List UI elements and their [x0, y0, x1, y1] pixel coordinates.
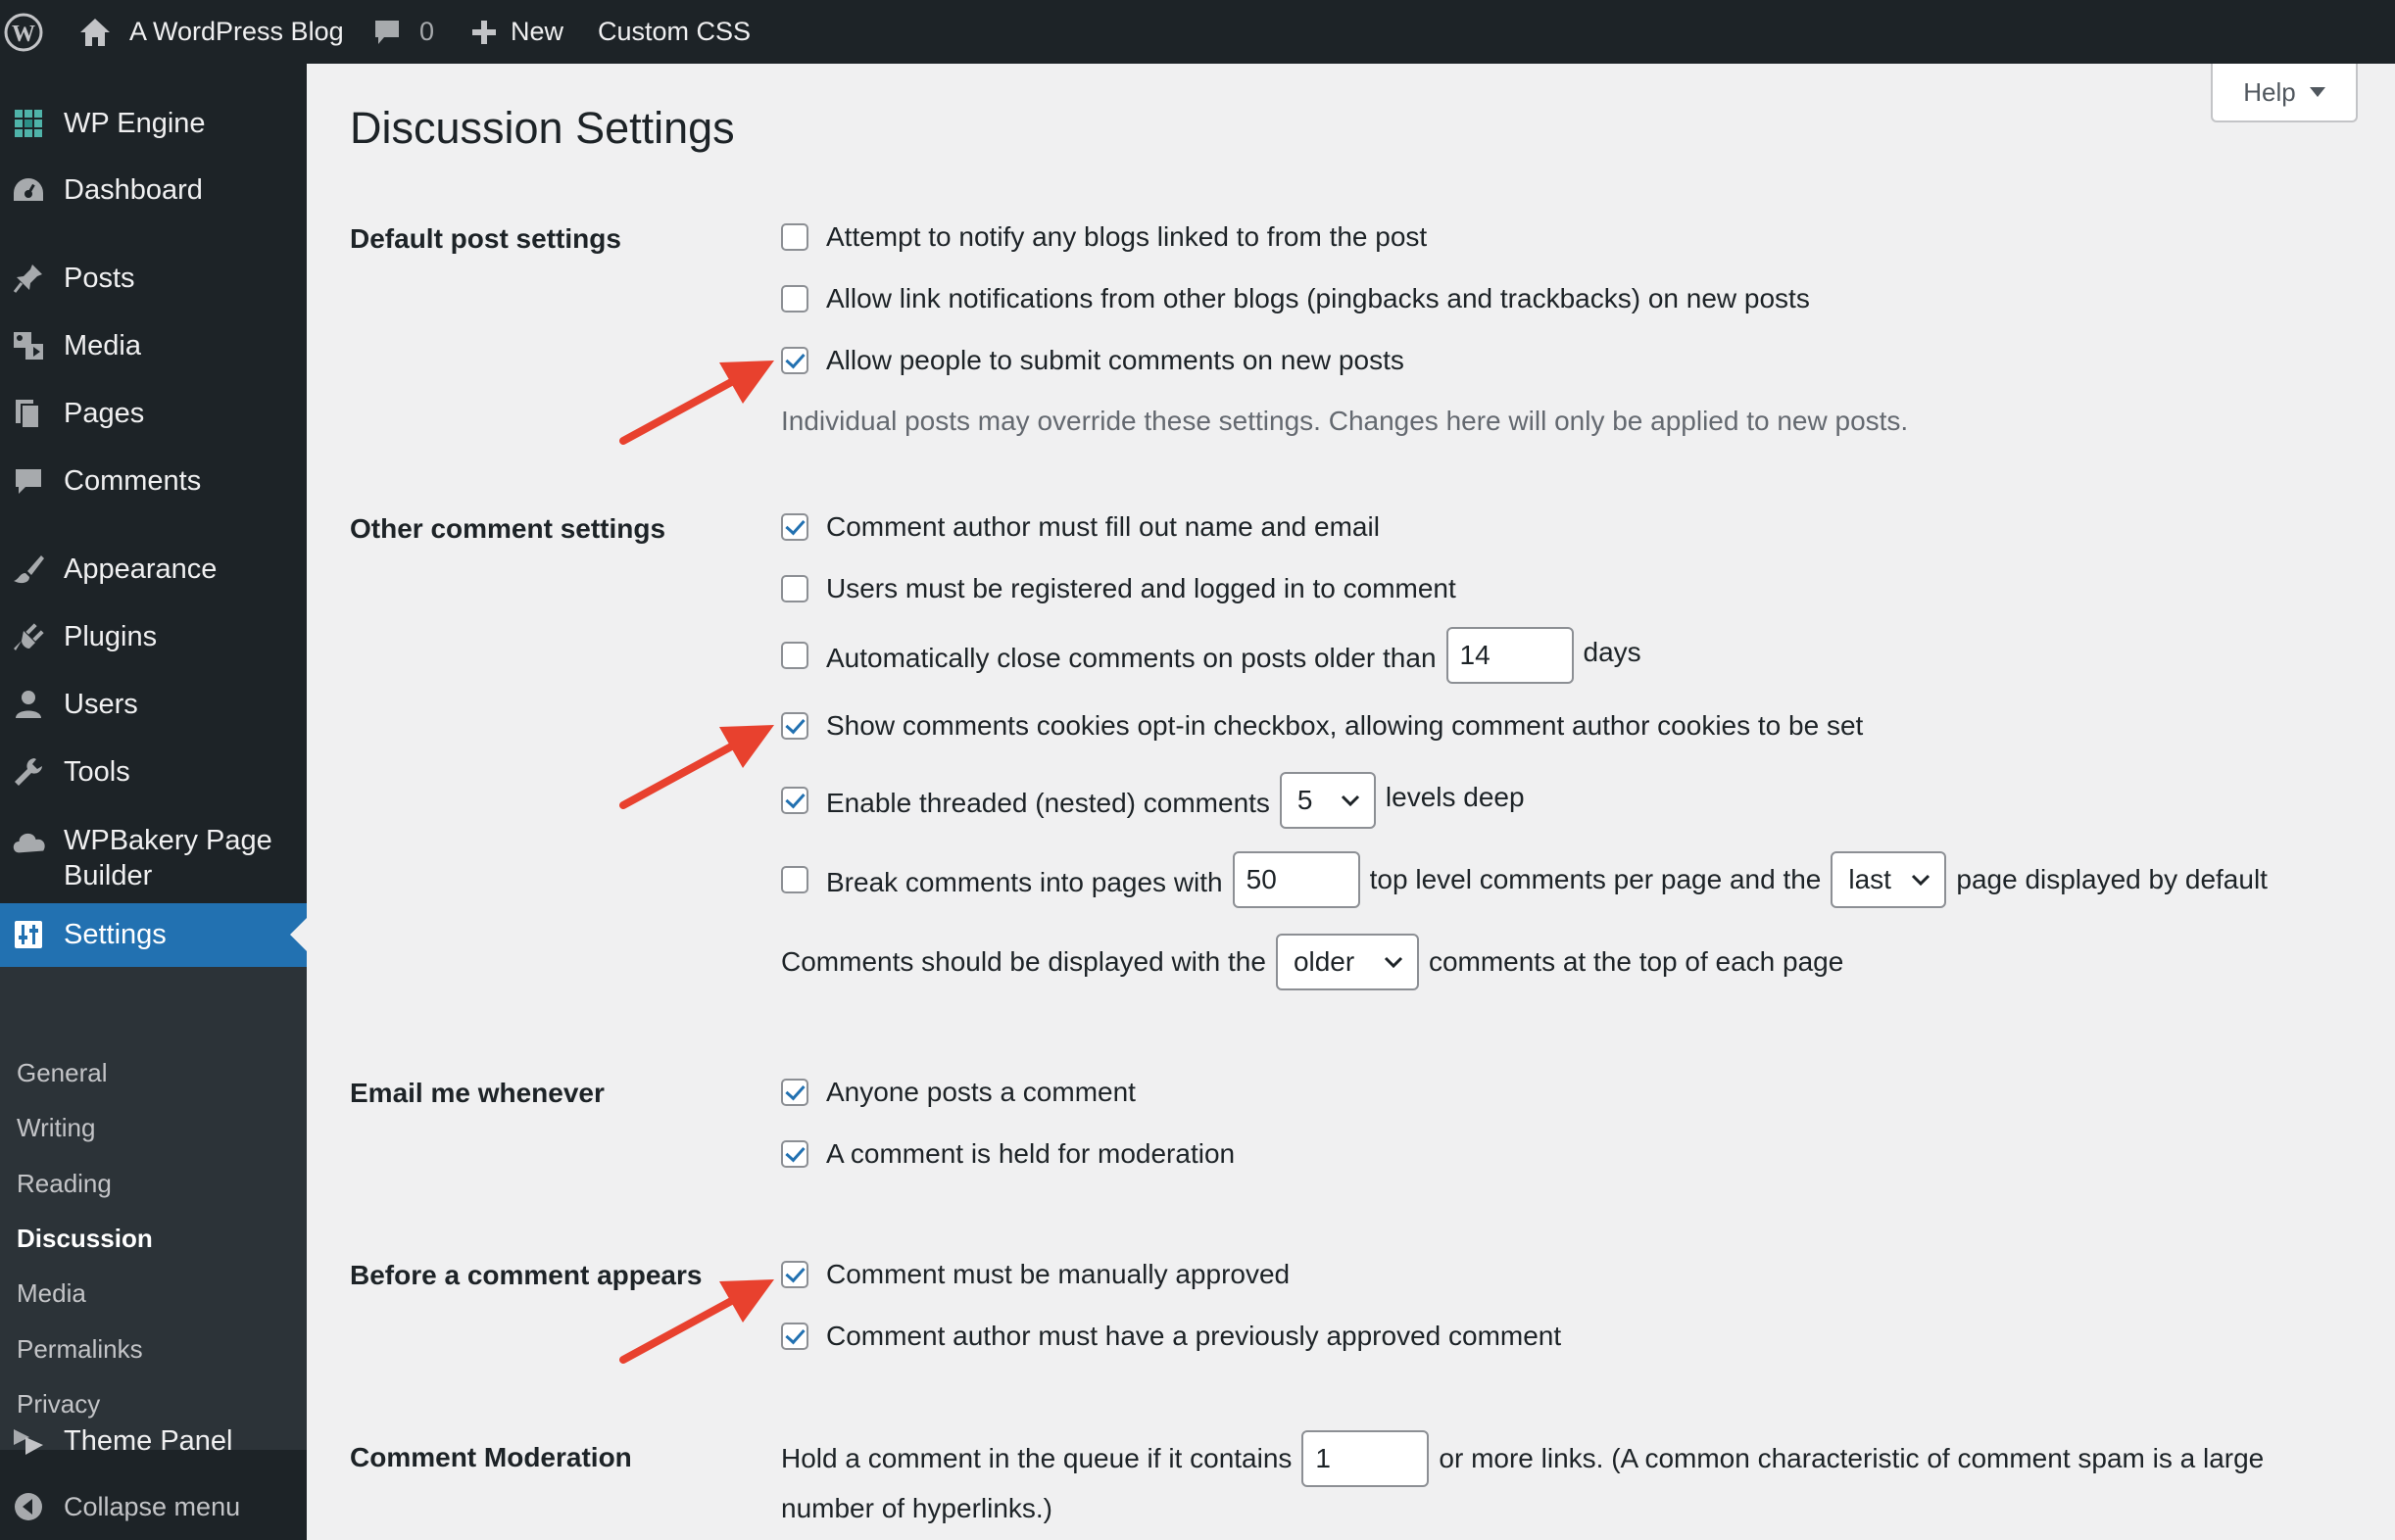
sidebar-item-label: Posts	[64, 263, 135, 294]
sidebar-item-label: Plugins	[64, 621, 158, 652]
sidebar-item-tools[interactable]	[0, 749, 307, 794]
option-allow-comments	[781, 345, 1404, 376]
help-label: Help	[2243, 76, 2296, 107]
sidebar-item-pages[interactable]	[0, 391, 307, 436]
days-label: days	[1583, 637, 1641, 667]
submenu-media[interactable]: Media	[17, 1278, 86, 1308]
select-value: older	[1293, 946, 1355, 977]
section-comment-moderation: Comment Moderation	[350, 1442, 632, 1472]
custom-css-link[interactable]	[598, 0, 751, 64]
sidebar-item-appearance[interactable]	[0, 547, 307, 592]
sidebar-item-label: Media	[64, 330, 141, 361]
dashboard-icon	[10, 171, 47, 209]
option-label: Allow people to submit comments on new posts	[826, 345, 1404, 375]
settings-icon	[10, 916, 47, 953]
label-line-1: WPBakery Page	[64, 825, 272, 856]
checkbox[interactable]	[781, 866, 808, 893]
option-label: Enable threaded (nested) comments	[826, 788, 1270, 818]
submenu-writing[interactable]: Writing	[17, 1113, 96, 1142]
close-days-input[interactable]: 14	[1446, 627, 1574, 684]
checkbox[interactable]	[781, 575, 808, 602]
sidebar-item-comments[interactable]	[0, 458, 307, 504]
checkbox-checked[interactable]	[781, 347, 808, 374]
sidebar-item-label: Tools	[64, 756, 130, 788]
option-label: A comment is held for moderation	[826, 1138, 1236, 1169]
levels-label: levels deep	[1385, 782, 1525, 812]
chevron-down-icon	[1384, 956, 1403, 968]
submenu-reading[interactable]: Reading	[17, 1169, 112, 1198]
submenu-permalinks[interactable]: Permalinks	[17, 1334, 143, 1364]
option-label: Allow link notifications from other blogs (pingbacks and trackbacks) on new posts	[826, 283, 1810, 313]
comment-count: 0	[419, 17, 435, 46]
checkbox-checked[interactable]	[781, 1261, 808, 1288]
comments-per-page-input[interactable]: 50	[1233, 851, 1360, 908]
comment-order-select[interactable]	[1276, 934, 1419, 990]
option-moderation-links	[781, 1430, 2264, 1487]
option-previously-approved	[781, 1321, 1561, 1352]
page-title: Discussion Settings	[350, 103, 735, 153]
select-value: 5	[1296, 785, 1313, 815]
sidebar-item-dashboard[interactable]	[0, 168, 307, 213]
order-prefix-label: Comments should be displayed with the	[781, 946, 1266, 977]
section-other-comment-settings: Other comment settings	[350, 513, 666, 544]
site-name-link[interactable]	[78, 0, 344, 64]
checkbox-checked[interactable]	[781, 1140, 808, 1168]
option-email-held	[781, 1138, 1235, 1170]
sidebar-item-label: Dashboard	[64, 174, 203, 206]
checkbox-checked[interactable]	[781, 513, 808, 541]
sidebar-item-label: Theme Panel	[64, 1425, 233, 1457]
user-icon	[10, 686, 47, 723]
custom-css-label: Custom CSS	[598, 17, 752, 46]
annotation-arrow-1	[617, 353, 784, 451]
comments-link[interactable]	[372, 0, 434, 64]
checkbox-checked[interactable]	[781, 712, 808, 740]
option-comment-order	[781, 934, 1843, 990]
settings-submenu	[0, 967, 307, 1450]
home-icon	[78, 17, 112, 48]
checkbox[interactable]	[781, 285, 808, 313]
comment-bubble-icon	[372, 18, 402, 47]
option-manual-approval	[781, 1259, 1290, 1290]
order-suffix-label: comments at the top of each page	[1428, 946, 1844, 977]
section-default-post-settings: Default post settings	[350, 223, 621, 254]
comments-icon	[10, 462, 47, 500]
option-email-anyone-posts	[781, 1077, 1136, 1108]
option-link-notifications	[781, 283, 1810, 314]
option-label: Automatically close comments on posts older than	[826, 643, 1437, 673]
sidebar-item-media[interactable]	[0, 323, 307, 368]
option-name-email	[781, 511, 1380, 543]
help-button[interactable]	[2211, 64, 2358, 122]
option-cookies-opt-in	[781, 710, 1863, 742]
new-content-link[interactable]	[471, 0, 563, 64]
moderation-links-input[interactable]: 1	[1301, 1430, 1429, 1487]
sidebar-item-label: Pages	[64, 398, 145, 429]
option-label: Attempt to notify any blogs linked to from the post	[826, 221, 1428, 252]
site-name: A WordPress Blog	[129, 17, 344, 46]
checkbox[interactable]	[781, 642, 808, 669]
option-threaded-comments	[781, 772, 1525, 829]
sidebar-item-label: Users	[64, 689, 138, 720]
moderation-line-2: number of hyperlinks.)	[781, 1493, 1053, 1523]
plus-icon	[471, 20, 497, 45]
new-label: New	[511, 17, 564, 46]
sidebar-item-theme-panel[interactable]	[0, 1419, 307, 1464]
checkbox-checked[interactable]	[781, 1079, 808, 1106]
admin-sidebar	[0, 64, 307, 1540]
moderation-prefix-label: Hold a comment in the queue if it contains	[781, 1443, 1293, 1473]
cloud-icon	[10, 823, 47, 860]
brush-icon	[10, 551, 47, 588]
sidebar-item-plugins[interactable]	[0, 614, 307, 659]
sidebar-item-posts[interactable]	[0, 256, 307, 301]
submenu-privacy[interactable]: Privacy	[17, 1389, 101, 1419]
checkbox-checked[interactable]	[781, 1323, 808, 1350]
section-email-me-whenever: Email me whenever	[350, 1078, 605, 1108]
collapse-arrow-icon	[10, 1488, 47, 1525]
option-label: Users must be registered and logged in to comment	[826, 573, 1456, 603]
section-before-comment-appears: Before a comment appears	[350, 1260, 703, 1290]
checkbox-checked[interactable]	[781, 787, 808, 814]
sidebar-item-label: Settings	[64, 919, 167, 950]
option-break-pages	[781, 851, 2268, 908]
sidebar-item-label: WP Engine	[64, 108, 206, 139]
wp-engine-icon	[10, 105, 47, 142]
thread-depth-select[interactable]	[1280, 772, 1376, 829]
media-icon	[10, 327, 47, 364]
annotation-arrow-3	[617, 1272, 784, 1370]
option-label: Anyone posts a comment	[826, 1077, 1136, 1107]
checkbox[interactable]	[781, 223, 808, 251]
pin-icon	[10, 260, 47, 297]
caret-down-icon	[2310, 87, 2325, 97]
wordpress-logo-icon[interactable]	[4, 0, 49, 64]
option-notify-blogs	[781, 221, 1427, 253]
break-suffix-label: page displayed by default	[1956, 864, 2268, 894]
admin-bar	[0, 0, 2395, 64]
pages-icon	[10, 395, 47, 432]
label-line-2: Builder	[64, 860, 153, 891]
moderation-suffix-label: or more links. (A common characteristic of comment spam is a large	[1439, 1443, 2265, 1473]
sidebar-item-label: Comments	[64, 465, 202, 497]
sidebar-item-label: Collapse menu	[64, 1492, 241, 1521]
annotation-arrow-2	[617, 717, 784, 815]
submenu-discussion[interactable]: Discussion	[17, 1224, 153, 1253]
chevron-down-icon	[1911, 874, 1931, 886]
wrench-icon	[10, 753, 47, 791]
sidebar-item-wpbakery[interactable]	[0, 815, 307, 897]
break-middle-label: top level comments per page and the	[1369, 864, 1822, 894]
option-label: Comment must be manually approved	[826, 1259, 1291, 1289]
theme-panel-icon	[10, 1422, 47, 1460]
option-auto-close	[781, 627, 1641, 684]
default-post-description: Individual posts may override these settings. Changes here will only be applied to new posts.	[781, 406, 1909, 436]
sidebar-item-settings[interactable]	[0, 903, 307, 967]
sidebar-item-label: Appearance	[64, 553, 218, 585]
option-label: Comment author must fill out name and email	[826, 511, 1380, 542]
default-page-select[interactable]	[1831, 851, 1946, 908]
sidebar-item-label	[64, 823, 272, 893]
collapse-menu-button[interactable]	[0, 1484, 307, 1529]
select-value: last	[1848, 864, 1891, 894]
sidebar-item-wp-engine[interactable]	[0, 101, 307, 146]
option-label: Show comments cookies opt-in checkbox, allowing comment author cookies to be set	[826, 710, 1864, 741]
current-indicator	[290, 918, 307, 951]
chevron-down-icon	[1341, 794, 1360, 806]
submenu-general[interactable]: General	[17, 1058, 108, 1087]
sidebar-item-users[interactable]	[0, 682, 307, 727]
option-registered-users	[781, 573, 1456, 604]
option-label: Break comments into pages with	[826, 867, 1223, 897]
svg-text:W: W	[12, 21, 35, 47]
option-label: Comment author must have a previously approved comment	[826, 1321, 1562, 1351]
plugin-icon	[10, 618, 47, 655]
